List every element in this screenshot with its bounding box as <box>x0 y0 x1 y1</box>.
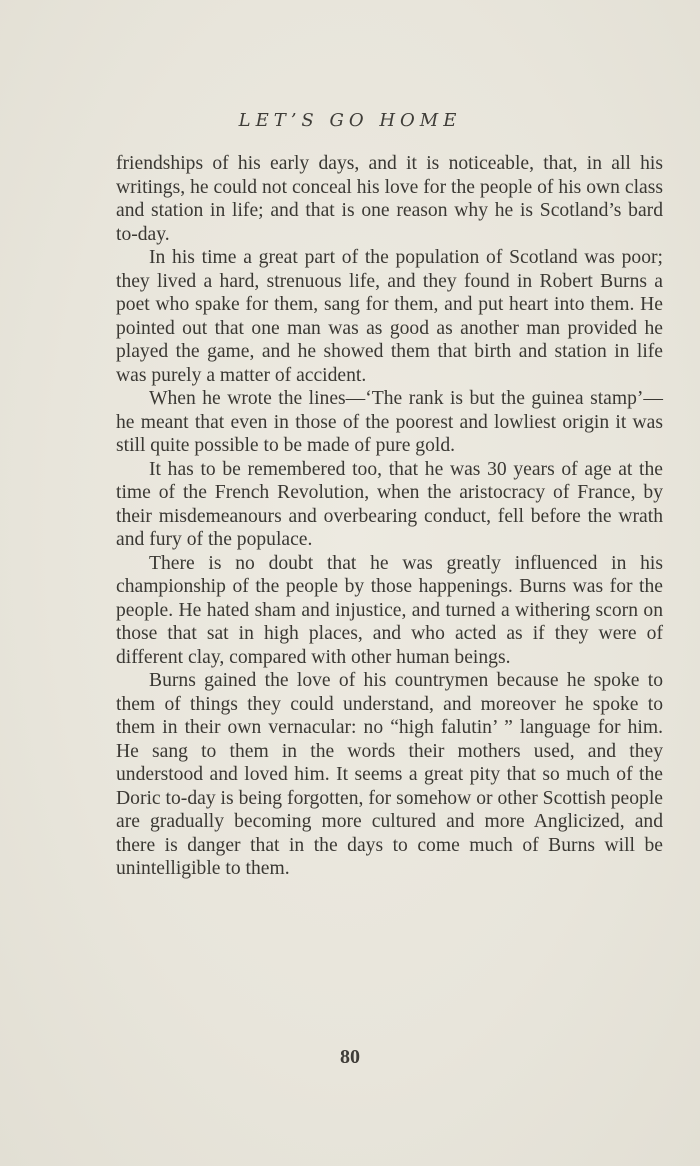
page-number: 80 <box>340 1046 360 1068</box>
paragraph-1: friendships of his early days, and it is noticeable, that, in all his writings, he could not conceal his love for the people of his own class and station in life; and that is one reason why he is Scotland’s bard to-day. <box>116 153 663 245</box>
paragraph-6: Burns gained the love of his countrymen because he spoke to them of things they could understand, and moreover he spoke to them in their own vernacular: no “high falutin’ ” language for him. He sang to them in the words their mothers used, and they understood and loved him. It seems a great pity that so much of the Doric to-day is being forgotten, for somehow or other Scottish people are gradually becoming more cultured and more Anglicized, and there is danger that in the days to come much of Burns will be unintelligible to them. <box>116 670 663 879</box>
paragraph-3: When he wrote the lines—‘The rank is but the guinea stamp’—he meant that even in those of the poorest and lowliest origin it was still quite possible to be made of pure gold. <box>116 388 663 456</box>
body-text <box>116 152 663 881</box>
running-head: LET’S GO HOME <box>238 110 462 131</box>
paragraph-2: In his time a great part of the population of Scotland was poor; they lived a hard, strenuous life, and they found in Robert Burns a poet who spake for them, sang for them, and put heart into them. He pointed out that one man was as good as another man provided he played the game, and he showed them that birth and station in life was purely a matter of accident. <box>116 247 663 386</box>
paragraph-4: It has to be remembered too, that he was 30 years of age at the time of the French Revolution, when the aristocracy of France, by their misdemeanours and overbearing conduct, fell before the wrath and fury of the populace. <box>116 458 663 550</box>
paragraph-5: There is no doubt that he was greatly influenced in his championship of the people by those happenings. Burns was for the people. He hated sham and injustice, and turned a withering scorn on those that sat in high places, and who acted as if they were of different clay, compared with other human beings. <box>116 552 663 668</box>
